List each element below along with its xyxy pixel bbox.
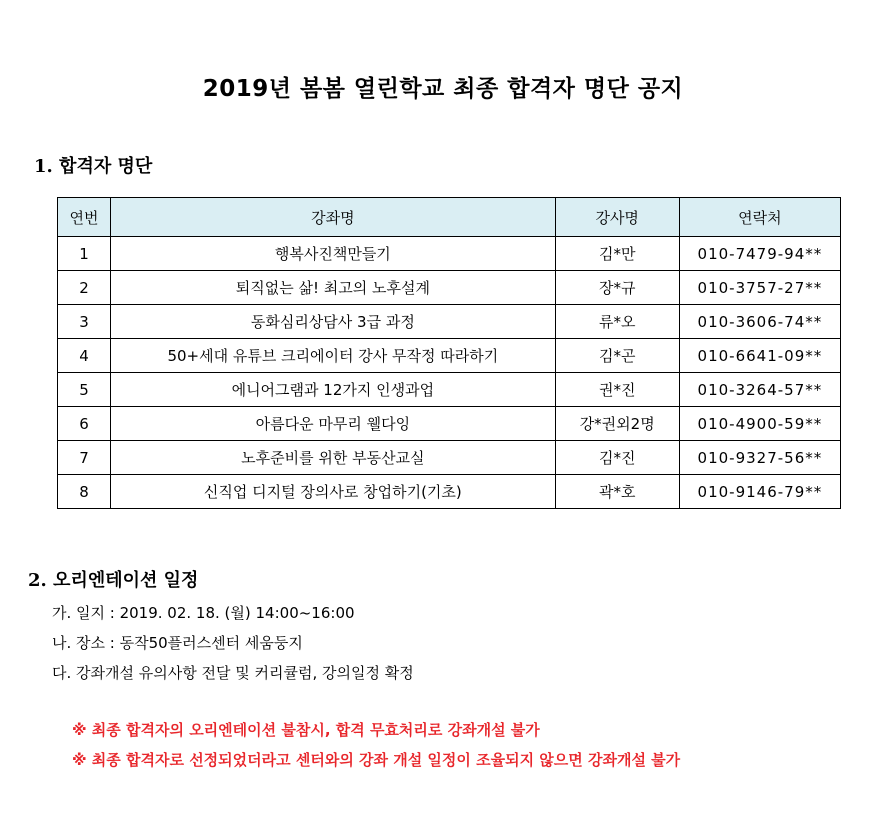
cell-teacher: 김*곤 xyxy=(555,339,679,373)
cell-course: 동화심리상담사 3급 과정 xyxy=(111,305,556,339)
cell-contact: 010-9327-56** xyxy=(679,441,840,475)
cell-no: 8 xyxy=(58,475,111,509)
table-row xyxy=(58,475,841,509)
header-teacher: 강사명 xyxy=(555,198,679,237)
cell-contact: 010-7479-94** xyxy=(679,237,840,271)
cell-teacher: 김*진 xyxy=(555,441,679,475)
table-row xyxy=(58,373,841,407)
notice-absence: ※ 최종 합격자의 오리엔테이션 불참시, 합격 무효처리로 강좌개설 불가 xyxy=(72,721,540,739)
cell-teacher: 권*진 xyxy=(555,373,679,407)
cell-course: 노후준비를 위한 부동산교실 xyxy=(111,441,556,475)
cell-contact: 010-4900-59** xyxy=(679,407,840,441)
table-row xyxy=(58,339,841,373)
table-row xyxy=(58,237,841,271)
cell-contact: 010-3606-74** xyxy=(679,305,840,339)
cell-course: 퇴직없는 삶! 최고의 노후설계 xyxy=(111,271,556,305)
table-row xyxy=(58,441,841,475)
header-no: 연번 xyxy=(58,198,111,237)
cell-no: 7 xyxy=(58,441,111,475)
table-header-row xyxy=(58,198,841,237)
cell-teacher: 류*오 xyxy=(555,305,679,339)
cell-contact: 010-6641-09** xyxy=(679,339,840,373)
cell-contact: 010-3264-57** xyxy=(679,373,840,407)
cell-no: 1 xyxy=(58,237,111,271)
header-course: 강좌명 xyxy=(111,198,556,237)
header-contact: 연락처 xyxy=(679,198,840,237)
roster-table xyxy=(57,197,841,509)
cell-no: 2 xyxy=(58,271,111,305)
cell-course: 행복사진책만들기 xyxy=(111,237,556,271)
cell-no: 5 xyxy=(58,373,111,407)
orientation-date: 가. 일지 : 2019. 02. 18. (월) 14:00~16:00 xyxy=(52,604,355,622)
cell-course: 에니어그램과 12가지 인생과업 xyxy=(111,373,556,407)
cell-no: 4 xyxy=(58,339,111,373)
orientation-content: 다. 강좌개설 유의사항 전달 및 커리큘럼, 강의일정 확정 xyxy=(52,664,414,682)
cell-no: 3 xyxy=(58,305,111,339)
cell-teacher: 강*권외2명 xyxy=(555,407,679,441)
notice-schedule: ※ 최종 합격자로 선정되었더라고 센터와의 강좌 개설 일정이 조율되지 않으면 강좌개설 불가 xyxy=(72,751,681,769)
section-heading-orientation: 2. 오리엔테이션 일정 xyxy=(28,570,199,591)
table-row xyxy=(58,271,841,305)
section-heading-roster: 1. 합격자 명단 xyxy=(34,156,153,177)
cell-course: 신직업 디지털 장의사로 창업하기(기초) xyxy=(111,475,556,509)
table-row xyxy=(58,305,841,339)
cell-teacher: 장*규 xyxy=(555,271,679,305)
cell-contact: 010-9146-79** xyxy=(679,475,840,509)
cell-teacher: 김*만 xyxy=(555,237,679,271)
cell-course: 아름다운 마무리 웰다잉 xyxy=(111,407,556,441)
orientation-place: 나. 장소 : 동작50플러스센터 세움둥지 xyxy=(52,634,303,652)
page-title: 2019년 봄봄 열린학교 최종 합격자 명단 공지 xyxy=(202,76,684,102)
cell-no: 6 xyxy=(58,407,111,441)
cell-teacher: 곽*호 xyxy=(555,475,679,509)
cell-course: 50+세대 유튜브 크리에이터 강사 무작정 따라하기 xyxy=(111,339,556,373)
table-row xyxy=(58,407,841,441)
cell-contact: 010-3757-27** xyxy=(679,271,840,305)
